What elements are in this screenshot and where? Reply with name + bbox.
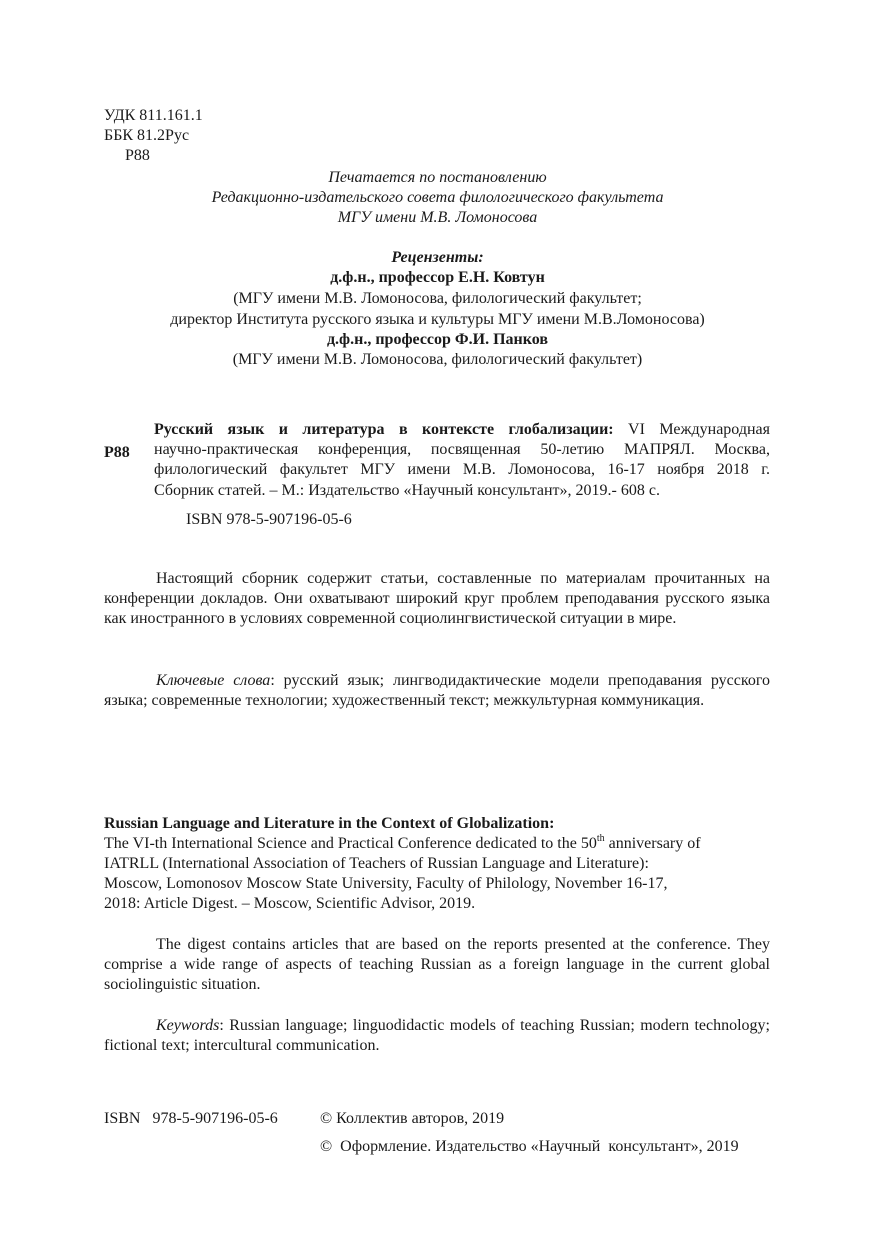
reviewer-2-affiliation: (МГУ имени М.В. Ломоносова, филологический факультет): [232, 351, 643, 368]
bbk-code: ББК 81.2Рус: [104, 127, 190, 144]
footer-isbn: ISBN 978-5-907196-05-6: [104, 1110, 278, 1127]
keywords-en-text: : Russian language; linguodidactic models of teaching Russian; modern technology; fictional text; intercultural communication.: [104, 1017, 770, 1054]
copyright-design: © Оформление. Издательство «Научный консультант», 2019: [320, 1138, 739, 1155]
bibliography-line-1: [154, 420, 770, 440]
bibliography-line-3: филологический факультет МГУ имени М.В. Ломоносова, 16-17 ноября 2018 г.: [154, 461, 770, 478]
reviewers-heading: Рецензенты:: [391, 249, 484, 266]
keywords-ru-text: : русский язык; лингводидактические модели преподавания русского языка; современные технологии; художественный текст; межкультурная коммуникация.: [104, 672, 771, 709]
bibliography-mark: Р88: [104, 444, 130, 461]
copyright-authors: © Коллектив авторов, 2019: [320, 1110, 505, 1127]
keywords-en: [104, 1016, 770, 1056]
english-line-3: IATRLL (International Association of Teachers of Russian Language and Literature):: [104, 855, 649, 872]
keywords-en-label: Keywords: [156, 1017, 220, 1034]
keywords-ru: [104, 671, 770, 711]
bibliography-line-1-rest: VI Международная: [613, 421, 771, 438]
publication-note-line-3: МГУ имени М.В. Ломоносова: [337, 209, 538, 226]
english-line-4: Moscow, Lomonosov Moscow State University, Faculty of Philology, November 16-17,: [104, 875, 668, 892]
english-line-5: 2018: Article Digest. – Moscow, Scientific Advisor, 2019.: [104, 895, 476, 912]
english-line-2-before: The VI-th International Science and Practical Conference dedicated to the 50: [104, 835, 597, 852]
reviewer-1-affiliation-line-1: (МГУ имени М.В. Ломоносова, филологический факультет;: [233, 290, 642, 307]
keywords-ru-label: Ключевые слова: [156, 672, 271, 689]
english-line-2: [104, 834, 701, 854]
reviewer-1-affiliation-line-2: директор Института русского языка и культуры МГУ имени М.В.Ломоносова): [170, 311, 705, 328]
publication-note-line-1: Печатается по постановлению: [328, 169, 547, 186]
english-title: Russian Language and Literature in the Context of Globalization:: [104, 815, 555, 832]
abstract-en: The digest contains articles that are based on the reports presented at the conference. They comprise a wide range of aspects of teaching Russian as a foreign language in the current global sociolinguistic situation.: [104, 936, 770, 993]
reviewer-1-name: д.ф.н., профессор Е.Н. Ковтун: [330, 269, 545, 286]
ordinal-suffix: th: [596, 833, 605, 844]
publication-note-line-2: Редакционно-издательского совета филологического факультета: [211, 189, 664, 206]
english-line-2-after: anniversary of: [604, 835, 701, 852]
bibliography-line-2: научно-практическая конференция, посвященная 50-летию МАПРЯЛ. Москва,: [154, 441, 770, 458]
bibliography-isbn: ISBN 978-5-907196-05-6: [186, 511, 352, 528]
bibliography-title: Русский язык и литература в контексте глобализации:: [154, 421, 614, 438]
udk-code: УДК 811.161.1: [104, 107, 203, 124]
bibliography-line-4: Сборник статей. – М.: Издательство «Научный консультант», 2019.- 608 с.: [154, 482, 660, 499]
abstract-ru: Настоящий сборник содержит статьи, составленные по материалам прочитанных на конференции докладов. Они охватывают широкий круг проблем преподавания русского языка как иностранного в условиях современной социолингвистической ситуации в мире.: [104, 570, 770, 627]
reviewer-2-name: д.ф.н., профессор Ф.И. Панков: [326, 331, 549, 348]
author-mark: Р88: [125, 147, 150, 164]
